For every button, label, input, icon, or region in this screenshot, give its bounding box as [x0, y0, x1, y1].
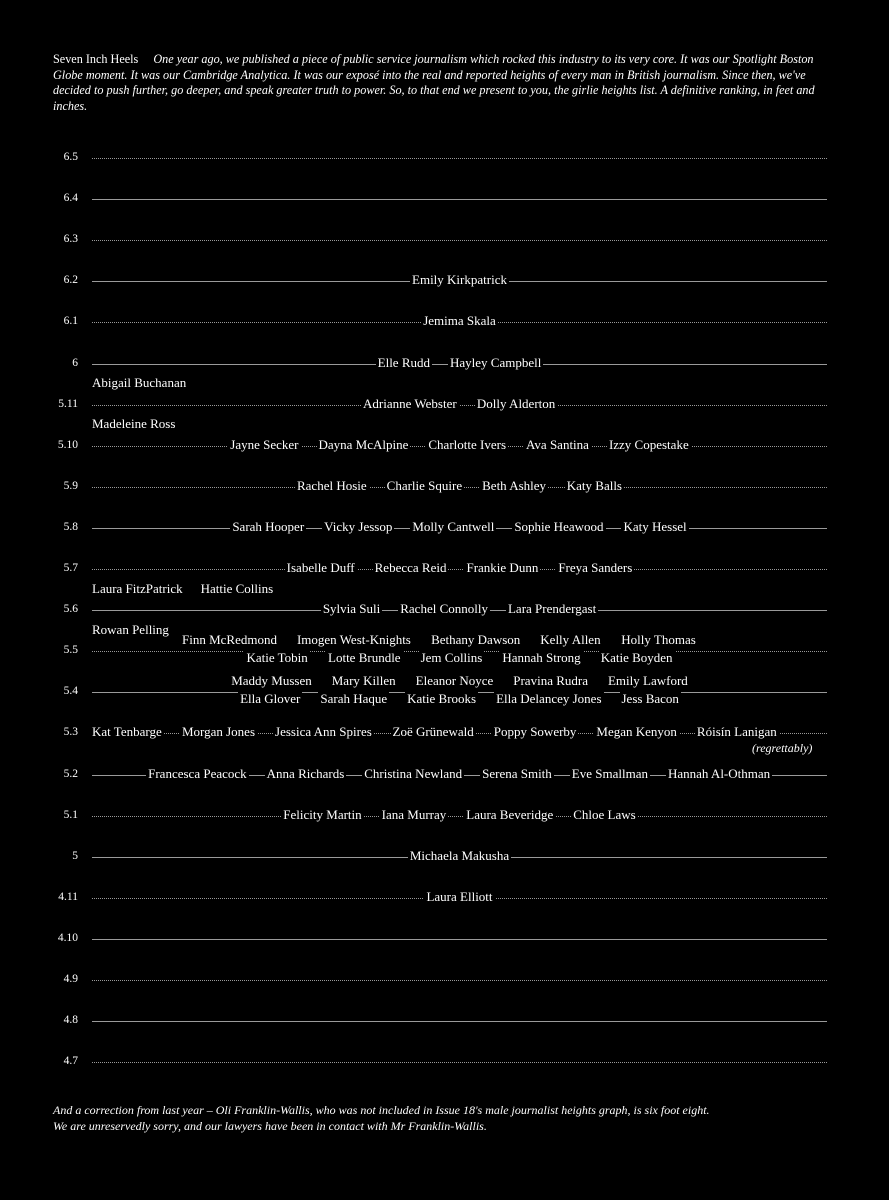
data-label-name: Jem Collins — [420, 650, 483, 666]
data-label-name: Eve Smallman — [571, 765, 648, 781]
data-label-name: Emily Lawford — [607, 673, 688, 689]
data-label-name: Felicity Martin — [283, 806, 362, 822]
y-tick-label: 4.10 — [57, 931, 78, 944]
gridline — [92, 1021, 827, 1022]
data-label-name: Izzy Copestake — [608, 436, 689, 452]
data-label-name: Isabelle Duff — [286, 560, 355, 575]
data-label-name: Imogen West-Knights — [296, 632, 411, 648]
data-label-name: Molly Cantwell — [412, 518, 495, 534]
data-label-name: Lotte Brundle — [328, 650, 401, 666]
data-label-name: Kelly Allen — [540, 632, 601, 648]
y-tick-label: 6.4 — [63, 192, 78, 205]
data-label-name: Elle Rudd — [377, 354, 430, 370]
gridline — [92, 980, 827, 981]
data-label-name: Emily Kirkpatrick — [412, 272, 507, 288]
y-tick-label: 4.7 — [63, 1055, 78, 1068]
y-tick-label: 5.11 — [58, 397, 78, 410]
data-label-name: Rebecca Reid — [374, 560, 447, 575]
data-label-name: Dayna McAlpine — [318, 436, 409, 452]
data-label-name: Holly Thomas — [621, 632, 696, 648]
y-tick-label: 5.3 — [63, 726, 78, 739]
data-label-name: Dolly Alderton — [476, 395, 556, 411]
data-label-name: Hannah Strong — [502, 650, 581, 666]
data-label-name: Maddy Mussen — [231, 673, 312, 689]
y-tick-label: 6.5 — [63, 151, 78, 163]
y-tick-label: 5.1 — [63, 808, 78, 821]
data-label-name: Pravina Rudra — [513, 673, 588, 689]
data-label-name: Adrianne Webster — [363, 395, 457, 411]
gridline — [92, 240, 827, 241]
data-label-name: Anna Richards — [266, 765, 345, 781]
data-label-name: Laura Beveridge — [466, 806, 554, 822]
y-tick-label: 6.2 — [63, 274, 78, 287]
data-label-name: Serena Smith — [482, 765, 552, 781]
data-label-name: Katy Balls — [566, 477, 622, 493]
y-tick-label: 5.6 — [63, 603, 78, 616]
data-label-name: Sylvia Suli — [322, 601, 381, 617]
y-tick-label: 4.8 — [63, 1014, 78, 1027]
gridline — [92, 405, 827, 406]
data-label-name: Rachel Hosie — [296, 477, 367, 493]
data-label-name: Hayley Campbell — [450, 354, 542, 370]
data-label-name: Laura Elliott — [426, 888, 493, 904]
data-label-name: Hattie Collins — [200, 580, 274, 596]
y-tick-label: 6 — [72, 356, 78, 369]
data-label-name: Ella Delancey Jones — [496, 691, 602, 707]
footer-line-2: We are unreservedly sorry, and our lawyers have been in contact with Mr Franklin-Wallis. — [53, 1118, 487, 1133]
footer-correction — [53, 1103, 853, 1134]
gridline — [92, 158, 827, 159]
data-label-name: Ava Santina — [526, 436, 589, 452]
y-tick-label: 5.8 — [63, 520, 78, 533]
data-label-name: Beth Ashley — [482, 477, 547, 493]
data-label-name: Katie Boyden — [600, 650, 673, 666]
data-label-name: Rachel Connolly — [400, 601, 488, 617]
data-label-name: Jessica Ann Spires — [275, 724, 372, 740]
data-label-name: Katy Hessel — [623, 518, 687, 534]
data-label-name: Ella Glover — [240, 691, 301, 707]
data-label-name: Kat Tenbarge — [92, 724, 162, 740]
data-label-name: Jemima Skala — [423, 313, 496, 329]
y-tick-label: 6.3 — [63, 233, 78, 246]
gridline — [92, 939, 827, 940]
gridline — [92, 1062, 827, 1063]
data-label-name: Lara Prendergast — [507, 601, 597, 617]
data-label-name: Jess Bacon — [621, 691, 679, 707]
y-tick-label: 5.10 — [57, 438, 78, 451]
y-tick-label: 5.9 — [63, 479, 78, 492]
data-label-name: Charlie Squire — [386, 477, 463, 493]
data-label-name: Zoë Grünewald — [392, 724, 474, 740]
y-tick-label: 5.5 — [63, 644, 78, 657]
data-label-name: Christina Newland — [364, 765, 463, 781]
data-label-name: Bethany Dawson — [431, 632, 521, 648]
data-label-name: Róisín Lanigan — [696, 724, 777, 740]
chart-title: Seven Inch Heels — [53, 52, 139, 66]
data-label-name: Eleanor Noyce — [415, 673, 494, 689]
data-label-name: Jayne Secker — [230, 436, 299, 452]
data-label-name: Chloe Laws — [573, 806, 636, 822]
data-label-name: Hannah Al-Othman — [667, 765, 771, 781]
data-label-name: Morgan Jones — [181, 724, 256, 740]
data-label-name: Freya Sanders — [558, 560, 633, 575]
data-label-name: Sarah Hooper — [232, 518, 305, 534]
data-label-name: Poppy Sowerby — [493, 724, 577, 740]
data-label-name: Katie Tobin — [246, 650, 308, 666]
data-label-name: Rowan Pelling — [92, 621, 169, 637]
data-label-name: Megan Kenyon — [596, 724, 677, 740]
y-tick-label: 4.9 — [63, 973, 78, 985]
y-tick-label: 6.1 — [63, 315, 78, 328]
gridline — [92, 569, 827, 570]
data-label-name: Francesca Peacock — [148, 765, 247, 781]
annotation-label: (regrettably) — [752, 741, 813, 756]
data-label-name: Frankie Dunn — [466, 560, 539, 575]
data-label-name: Charlotte Ivers — [428, 436, 507, 452]
data-label-name: Sophie Heawood — [514, 518, 604, 534]
y-tick-label: 4.11 — [58, 890, 78, 903]
y-tick-label: 5.7 — [63, 562, 78, 574]
data-label-name: Iana Murray — [381, 806, 447, 822]
data-label-name: Laura FitzPatrick — [92, 580, 183, 596]
data-label-name: Vicky Jessop — [324, 518, 393, 534]
gridline — [92, 199, 827, 200]
intro-text: One year ago, we published a piece of public service journalism which rocked this industry to its very core. It was our Spotlight Boston Globe moment. It was our Cambridge Analytica. It was our exposé into the real and reported heights of every man in British journalism. Since then, we've decided to push further, go deeper, and speak greater truth to power. So, to that end we present to you, the girlie heights list. A definitive ranking, in feet and inches. — [53, 52, 815, 114]
data-label-name: Mary Killen — [331, 673, 396, 689]
y-tick-label: 5.4 — [63, 685, 78, 698]
y-tick-label: 5.2 — [63, 767, 78, 780]
data-label-name: Abigail Buchanan — [92, 375, 187, 391]
data-label-name: Michaela Makusha — [409, 847, 510, 863]
gridline — [92, 816, 827, 817]
data-label-name: Sarah Haque — [320, 691, 388, 707]
data-label-name: Katie Brooks — [407, 691, 477, 707]
data-label-name: Finn McRedmond — [182, 632, 277, 648]
data-label-name: Madeleine Ross — [92, 416, 176, 432]
y-tick-label: 5 — [72, 849, 78, 862]
footer-line-1: And a correction from last year – Oli Franklin-Wallis, who was not included in Issue 18's male journalist heights graph, is six foot eight. — [53, 1103, 710, 1117]
